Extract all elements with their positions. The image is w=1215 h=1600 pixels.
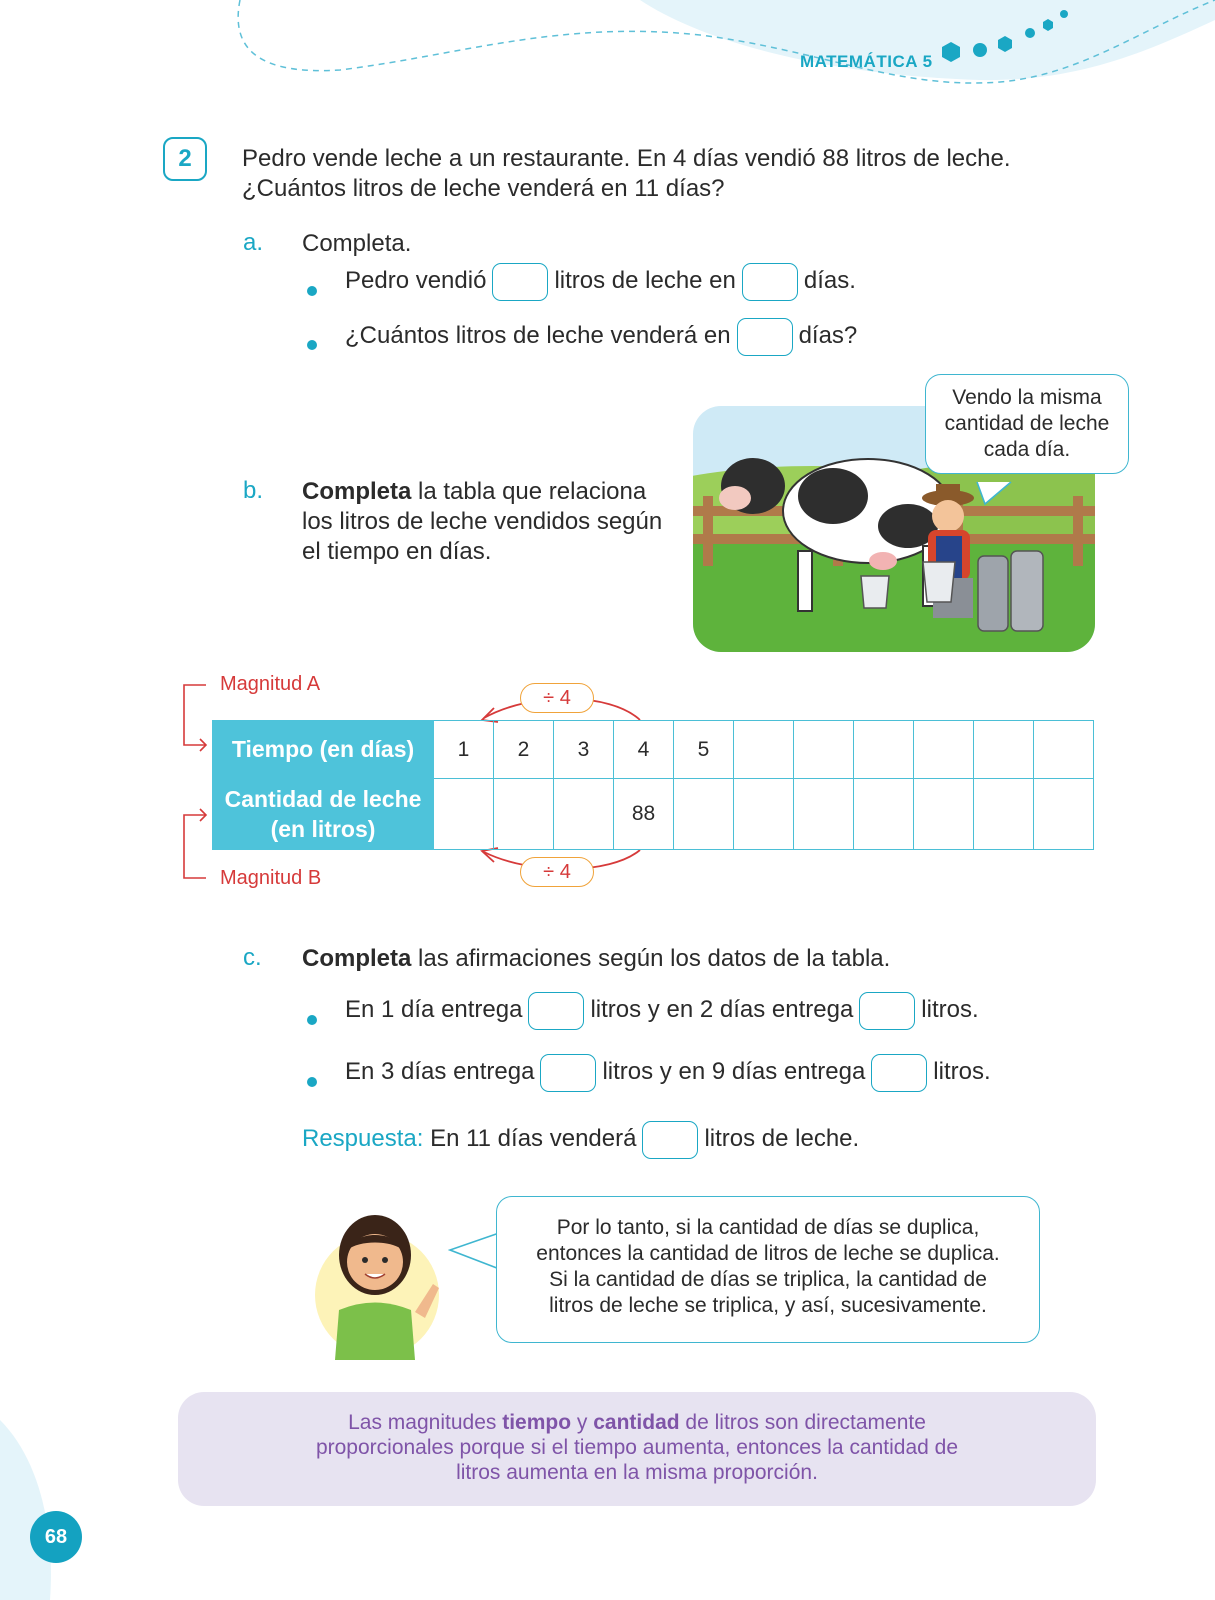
- text-segment: litros de leche en: [554, 267, 736, 294]
- info-box: [178, 1392, 1096, 1506]
- table-cell[interactable]: [974, 779, 1034, 850]
- answer-box-final[interactable]: [642, 1121, 698, 1159]
- text-segment: En 1 día entrega: [345, 996, 523, 1023]
- part-b-letter: b.: [243, 477, 264, 504]
- text-segment: En 3 días entrega: [345, 1058, 535, 1085]
- problem-number: 2: [163, 137, 207, 181]
- answer-box-day3[interactable]: [540, 1054, 596, 1092]
- girl-speech-bubble: [496, 1196, 1040, 1343]
- table-cell: 88: [614, 779, 674, 850]
- table-cell[interactable]: [734, 721, 794, 779]
- info-bold-time: tiempo: [502, 1411, 572, 1434]
- table-cell[interactable]: [674, 779, 734, 850]
- bubble-tail: [975, 480, 1015, 510]
- bubble-line: cantidad de leche: [944, 412, 1110, 435]
- table-row-time: [213, 721, 1094, 779]
- bullet-icon: [307, 1077, 317, 1087]
- part-c-statement-1: [345, 991, 979, 1030]
- problem-line-1: Pedro vende leche a un restaurante. En 4 días vendió 88 litros de leche.: [242, 145, 1011, 172]
- dot-icon: [1060, 10, 1068, 18]
- answer-label: Respuesta:: [302, 1125, 424, 1152]
- text-segment: litros.: [933, 1058, 991, 1085]
- bullet-icon: [307, 1015, 317, 1025]
- info-bold-quantity: cantidad: [593, 1411, 680, 1434]
- info-line-2: proporcionales porque si el tiempo aumenta, entonces la cantidad de: [315, 1436, 959, 1459]
- answer-line: [302, 1120, 859, 1159]
- text-segment: Las magnitudes: [348, 1411, 503, 1434]
- bubble-line: Por lo tanto, si la cantidad de días se duplica,: [556, 1216, 980, 1239]
- table-cell[interactable]: [794, 779, 854, 850]
- table-cell: 2: [494, 721, 554, 779]
- milk-can-icon: [978, 551, 1043, 631]
- header-decoration: [0, 0, 1215, 100]
- bubble-line: Vendo la misma: [952, 386, 1102, 409]
- bubble-line: Si la cantidad de días se triplica, la cantidad de: [549, 1268, 987, 1291]
- table-cell[interactable]: [914, 779, 974, 850]
- text-segment: las afirmaciones según los datos de la tabla.: [411, 945, 891, 972]
- table-cell[interactable]: [854, 721, 914, 779]
- part-c-statement-2: [345, 1053, 991, 1092]
- answer-box-liters[interactable]: [492, 263, 548, 301]
- page-number: 68: [30, 1511, 82, 1563]
- bubble-line: litros de leche se triplica, y así, sucesivamente.: [549, 1294, 987, 1317]
- top-operator: ÷ 4: [520, 683, 594, 713]
- row-header-milk: [213, 779, 434, 850]
- table-cell: 1: [434, 721, 494, 779]
- text-segment: días.: [803, 267, 856, 294]
- answer-box-target-days[interactable]: [737, 318, 793, 356]
- table-cell[interactable]: [434, 779, 494, 850]
- table-cell[interactable]: [1034, 779, 1094, 850]
- table-cell: 3: [554, 721, 614, 779]
- part-b-bold: Completa: [302, 478, 412, 505]
- part-a-letter: a.: [243, 229, 264, 256]
- row-header-line: (en litros): [270, 816, 376, 842]
- table-cell[interactable]: [974, 721, 1034, 779]
- text-segment: la tabla que relaciona: [411, 478, 647, 505]
- bubble-line: cada día.: [983, 438, 1071, 461]
- info-line-1: [178, 1410, 1096, 1435]
- table-cell[interactable]: [854, 779, 914, 850]
- table-cell[interactable]: [494, 779, 554, 850]
- header-title: MATEMÁTICA 5: [800, 52, 933, 71]
- text-segment: Pedro vendió: [345, 267, 487, 294]
- farmer-speech-bubble: [925, 374, 1129, 474]
- part-a-statement-2: [345, 317, 857, 356]
- part-b-line-1: [302, 477, 646, 507]
- answer-box-day1[interactable]: [528, 992, 584, 1030]
- table-cell: 4: [614, 721, 674, 779]
- part-b-line-3: el tiempo en días.: [302, 538, 492, 565]
- table-cell[interactable]: [734, 779, 794, 850]
- bubble-line: entonces la cantidad de litros de leche se duplica.: [536, 1242, 1000, 1265]
- table-row-milk: [213, 779, 1094, 850]
- answer-box-day9[interactable]: [871, 1054, 927, 1092]
- bottom-operator: ÷ 4: [520, 857, 594, 887]
- bullet-icon: [307, 340, 317, 350]
- bullet-icon: [307, 286, 317, 296]
- text-segment: litros.: [921, 996, 979, 1023]
- text-segment: litros y en 2 días entrega: [590, 996, 854, 1023]
- answer-box-day2[interactable]: [859, 992, 915, 1030]
- proportionality-table: [212, 720, 1094, 850]
- text-segment: de litros son directamente: [679, 1411, 926, 1434]
- text-segment: ¿Cuántos litros de leche venderá en: [345, 322, 731, 349]
- text-segment: litros y en 9 días entrega: [602, 1058, 866, 1085]
- text-segment: En 11 días venderá: [430, 1125, 637, 1152]
- part-c-title: [302, 944, 890, 974]
- dot-icon: [973, 43, 987, 57]
- magnitude-b-label: Magnitud B: [220, 867, 322, 889]
- part-b-line-2: los litros de leche vendidos según: [302, 508, 663, 535]
- info-line-3: litros aumenta en la misma proporción.: [456, 1461, 818, 1484]
- part-a-title: Completa.: [302, 230, 412, 257]
- answer-box-days[interactable]: [742, 263, 798, 301]
- table-cell[interactable]: [554, 779, 614, 850]
- text-segment: días?: [798, 322, 858, 349]
- magnitude-a-label: Magnitud A: [220, 673, 321, 695]
- text-segment: litros de leche.: [704, 1125, 860, 1152]
- problem-line-2: ¿Cuántos litros de leche venderá en 11 días?: [242, 175, 725, 202]
- part-c-bold: Completa: [302, 945, 412, 972]
- girl-illustration: [305, 1200, 455, 1360]
- table-cell[interactable]: [914, 721, 974, 779]
- row-header-line: Cantidad de leche: [224, 786, 422, 812]
- part-a-statement-1: [345, 262, 856, 301]
- table-cell: 5: [674, 721, 734, 779]
- part-c-letter: c.: [243, 944, 262, 971]
- table-cell[interactable]: [794, 721, 854, 779]
- text-segment: y: [571, 1411, 594, 1434]
- corner-decoration: [0, 1420, 60, 1600]
- table-cell[interactable]: [1034, 721, 1094, 779]
- dot-icon: [1025, 28, 1035, 38]
- row-header-time: Tiempo (en días): [213, 721, 434, 779]
